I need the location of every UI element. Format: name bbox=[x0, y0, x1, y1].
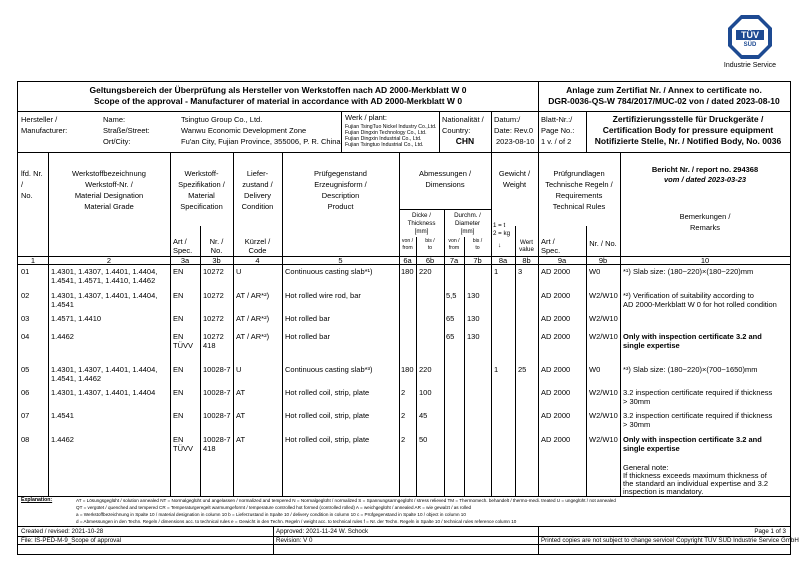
table-cell: 1 bbox=[494, 365, 499, 374]
column-number: 9b bbox=[598, 256, 608, 265]
col-header-remarks: Bemerkungen / bbox=[679, 212, 731, 221]
weight-key: 2 = kg bbox=[493, 230, 511, 237]
table-cell: EN bbox=[173, 332, 184, 341]
table-cell: 04 bbox=[21, 332, 30, 341]
annex-label: Anlage zum Zertifiat Nr. / Annex to certificate no. bbox=[566, 85, 762, 95]
table-cell: AT bbox=[236, 435, 246, 444]
table-cell: 3.2 inspection certificate required if thickness bbox=[623, 411, 773, 420]
col-header-material: Material Grade bbox=[84, 202, 134, 211]
table-cell: 1.4301, 1.4307, 1.4401, 1.4404, bbox=[51, 267, 158, 276]
col-header-rules: Technische Regeln / bbox=[545, 180, 613, 189]
manufacturer-city: Fu'an City, Fujian Province, 355006, P. R. China bbox=[181, 137, 341, 146]
table-cell: 1.4541, 1.4571, 1.4410, 1.4462 bbox=[51, 276, 156, 285]
table-cell: EN bbox=[173, 314, 184, 323]
table-cell: 1 bbox=[494, 267, 499, 276]
general-note: If thickness exceeds maximum thickness of bbox=[623, 471, 767, 480]
col-header-spec-no: Nr. / bbox=[209, 237, 224, 246]
table-cell: Hot rolled coil, strip, plate bbox=[285, 388, 370, 397]
general-note: General note: bbox=[623, 463, 669, 472]
table-cell: W2/W10 bbox=[589, 411, 618, 420]
table-cell: 50 bbox=[419, 435, 428, 444]
table-cell: W2/W10 bbox=[589, 291, 618, 300]
table-cell: EN bbox=[173, 365, 184, 374]
name-label: Name: bbox=[103, 115, 126, 124]
col-header-no: lfd. Nr. bbox=[21, 169, 43, 178]
col-header-diameter: Diameter bbox=[454, 220, 481, 227]
column-number: 2 bbox=[106, 256, 112, 265]
certification-body-de: Zertifizierungsstelle für Druckgeräte / bbox=[612, 114, 764, 124]
table-cell: AD 2000 bbox=[541, 332, 571, 341]
col-header-delivery: Delivery bbox=[243, 191, 272, 200]
table-cell: 1.4541 bbox=[51, 300, 74, 309]
col-header-weight: Weight bbox=[502, 180, 527, 189]
table-cell: 05 bbox=[21, 365, 30, 374]
table-cell: 1.4571, 1.4410 bbox=[51, 314, 102, 323]
manufacturer-street: Wanwu Economic Development Zone bbox=[181, 126, 307, 135]
copyright-notice: Printed copies are not subject to change service! Copyright TÜV SÜD Industrie Service GmbH bbox=[541, 537, 799, 544]
plant-label: Werk / plant: bbox=[345, 113, 387, 122]
sheet-value: 1 v. / of 2 bbox=[541, 137, 572, 146]
table-cell: 10272 bbox=[203, 267, 224, 276]
table-cell: EN bbox=[173, 388, 184, 397]
column-number: 5 bbox=[338, 256, 343, 265]
column-number: 3b bbox=[212, 256, 221, 265]
table-cell: AD 2000 bbox=[541, 435, 571, 444]
country-label: Country: bbox=[442, 126, 471, 135]
table-cell: single expertise bbox=[623, 341, 680, 350]
table-cell: U bbox=[236, 365, 242, 374]
col-header-to: bis / bbox=[472, 238, 483, 244]
table-cell: 65 bbox=[446, 314, 455, 323]
table-cell: 3 bbox=[518, 267, 523, 276]
certification-body-en: Certification Body for pressure equipment bbox=[602, 125, 774, 135]
table-cell: 130 bbox=[467, 332, 480, 341]
explanation-label: Explanation: bbox=[21, 497, 53, 503]
table-cell: AD 2000 bbox=[541, 411, 571, 420]
table-cell: > 30mm bbox=[623, 397, 651, 406]
table-cell: AD 2000 bbox=[541, 314, 571, 323]
column-number: 1 bbox=[30, 256, 36, 265]
table-cell: 10028-7 bbox=[203, 435, 231, 444]
column-number: 6a bbox=[403, 256, 412, 265]
column-number: 8b bbox=[522, 256, 531, 265]
table-cell: 10028-7 bbox=[203, 411, 231, 420]
sheet-label: Blatt-Nr.:/ bbox=[541, 115, 573, 124]
country-value: CHN bbox=[455, 136, 475, 146]
table-cell: 01 bbox=[21, 267, 30, 276]
col-header-material: Werkstoff-Nr. / bbox=[85, 180, 133, 189]
table-cell: 25 bbox=[518, 365, 527, 374]
report-number: Bericht Nr. / report no. 294368 bbox=[651, 165, 759, 174]
general-note: inspection is mandatory. bbox=[623, 487, 704, 496]
nationality-label: Nationalität / bbox=[442, 115, 484, 124]
report-date: vom / dated 2023-03-23 bbox=[663, 175, 747, 184]
col-header-code: Code bbox=[248, 246, 267, 255]
explanation-line: d = Abmessungen in den Techn. Regeln / dimensions acc. to technical rules e = Gewicht in den Techn. Regeln / weight acc. to technical rules f = Nr. der Techn. Regeln in Spalte 10 / technical rules reference column 10 bbox=[76, 519, 517, 524]
table-cell: Hot rolled bar bbox=[285, 314, 331, 323]
col-header-spec: Werkstoff- bbox=[184, 169, 219, 178]
scope-title-de: Geltungsbereich der Überprüfung als Hersteller von Werkstoffen nach AD 2000-Merkblatt W 0 bbox=[89, 85, 467, 95]
table-cell: Only with inspection certificate 3.2 and bbox=[623, 332, 762, 341]
table-cell: 10272 bbox=[203, 314, 224, 323]
street-label: Straße/Street: bbox=[103, 126, 150, 135]
weight-key-arrow: ↓ bbox=[498, 242, 502, 249]
table-cell: 180 bbox=[401, 365, 414, 374]
table-cell: W2/W10 bbox=[589, 388, 618, 397]
column-number: 4 bbox=[255, 256, 260, 265]
table-cell: W2/W10 bbox=[589, 314, 618, 323]
table-cell: 1.4462 bbox=[51, 435, 74, 444]
table-cell: W0 bbox=[589, 365, 601, 374]
col-header-product: Erzeugnisform / bbox=[314, 180, 367, 189]
table-cell: Hot rolled coil, strip, plate bbox=[285, 411, 370, 420]
plant-name: Fujian Tsingtuo Industrial Co., Ltd. bbox=[345, 142, 424, 148]
manufacturer-label-en: Manufacturer: bbox=[21, 126, 68, 135]
col-header-from: von / bbox=[448, 238, 460, 244]
col-header-no: / bbox=[21, 180, 24, 189]
col-header-spec: Spezifikation / bbox=[178, 180, 225, 189]
table-cell: 418 bbox=[203, 341, 216, 350]
file-name: File: IS-PED-M-9_Scope of approval bbox=[21, 537, 122, 544]
col-header-delivery: zustand / bbox=[242, 180, 273, 189]
city-label: Ort/City: bbox=[103, 137, 131, 146]
column-number: 3a bbox=[180, 256, 190, 265]
table-cell: AD 2000 bbox=[541, 291, 571, 300]
notified-body: Notifizierte Stelle, Nr. / Notified Body, No. 0036 bbox=[594, 136, 782, 146]
table-cell: 100 bbox=[419, 388, 432, 397]
table-cell: W2/W10 bbox=[589, 332, 618, 341]
scope-sheet bbox=[17, 81, 799, 555]
col-header-from: from bbox=[402, 245, 413, 251]
table-cell: 1.4301, 1.4307, 1.4401, 1.4404, bbox=[51, 291, 158, 300]
column-number: 7a bbox=[449, 256, 459, 265]
logo-caption: Industrie Service bbox=[723, 62, 777, 69]
table-cell: 08 bbox=[21, 435, 30, 444]
column-number: 6b bbox=[425, 256, 435, 265]
logo-subtext: SÜD bbox=[743, 42, 757, 48]
column-number: 8a bbox=[498, 256, 508, 265]
logo-brand: TÜV bbox=[741, 30, 759, 40]
manufacturer-name: Tsingtuo Group Co., Ltd. bbox=[181, 115, 263, 124]
table-cell: 10028-7 bbox=[203, 365, 231, 374]
table-cell: 65 bbox=[446, 332, 455, 341]
table-cell: 220 bbox=[419, 365, 432, 374]
date-label: Datum:/ bbox=[494, 115, 521, 124]
column-number: 9a bbox=[557, 256, 567, 265]
table-cell: 3.2 inspection certificate required if thickness bbox=[623, 388, 773, 397]
general-note: the standard an individual expertise and 3.2 bbox=[623, 479, 769, 488]
table-cell: TÜVV bbox=[173, 444, 194, 453]
certificate-number: DGR-0036-QS-W 784/2017/MUC-02 von / dated 2023-08-10 bbox=[548, 96, 780, 106]
table-cell: 45 bbox=[419, 411, 428, 420]
col-header-thickness: Thickness bbox=[407, 220, 436, 227]
table-cell: AD 2000 bbox=[541, 267, 571, 276]
explanation-line: QT = vergütet / quenched and tempered CR = Temperaturgeregelt warmumgeformt / temperature controlled hot formed (controlled rolled) A = weichgeglüht / annealed AR = wie gewalzt / as rolled bbox=[76, 505, 472, 510]
page-number: Page 1 of 3 bbox=[754, 528, 786, 535]
column-number: 7b bbox=[473, 256, 482, 265]
col-header-dimensions: Abmessungen / bbox=[418, 169, 472, 178]
col-header-from: from bbox=[448, 245, 460, 251]
table-cell: *³) Slab size: (180~220)×(700~1650)mm bbox=[623, 365, 758, 374]
table-cell: EN bbox=[173, 411, 184, 420]
explanation-line: AT = Lösungsgeglüht / solution annealed NT = Normalgeglüht und angelassen / normalized and tempered N = Normalgeglüht / normalized S = Spannungsarmgeglüht / stress relieved TM = Thermomech. behandelt / thermo-medi. treated U = ungeglüht / not annealed bbox=[76, 498, 616, 503]
table-cell: 07 bbox=[21, 411, 30, 420]
table-cell: EN bbox=[173, 435, 184, 444]
col-header-rules: Prüfgrundlagen bbox=[553, 169, 605, 178]
table-cell: single expertise bbox=[623, 444, 680, 453]
table-cell: Hot rolled wire rod, bar bbox=[285, 291, 361, 300]
tuv-logo bbox=[721, 14, 779, 70]
col-header-material: Werkstoffbezeichnung bbox=[72, 169, 146, 178]
table-cell: 2 bbox=[401, 388, 406, 397]
table-cell: 180 bbox=[401, 267, 414, 276]
table-cell: 130 bbox=[467, 291, 480, 300]
plant-name: Fujian Dingxin Industrial Co., Ltd. bbox=[345, 136, 422, 142]
table-cell: *²) Verification of suitability according to bbox=[623, 291, 754, 300]
weight-key: 1 = t bbox=[493, 222, 506, 229]
created-date: Created / revised: 2021-10-28 bbox=[21, 528, 104, 535]
col-header-dimensions: Dimensions bbox=[425, 180, 465, 189]
table-cell: 1.4462 bbox=[51, 332, 74, 341]
table-cell: Hot rolled bar bbox=[285, 332, 331, 341]
table-cell: > 30mm bbox=[623, 420, 651, 429]
col-header-rules: Requirements bbox=[555, 191, 603, 200]
col-header-thickness: [mm] bbox=[414, 228, 429, 235]
col-header-spec-type: Spec. bbox=[173, 246, 193, 255]
plant-name: Fujian Dingxin Technology Co., Ltd. bbox=[345, 130, 427, 136]
table-cell: 10028-7 bbox=[203, 388, 231, 397]
col-header-weight-value: Wert bbox=[520, 239, 533, 246]
col-header-remarks: Remarks bbox=[689, 223, 720, 232]
table-cell: 418 bbox=[203, 444, 216, 453]
table-cell: 02 bbox=[21, 291, 30, 300]
table-cell: AD 2000-Merkblatt W 0 for hot rolled condition bbox=[623, 300, 777, 309]
table-cell: *¹) Slab size: (180~220)×(180~220)mm bbox=[623, 267, 754, 276]
table-cell: 10272 bbox=[203, 332, 224, 341]
page-label: Page No.: bbox=[541, 126, 575, 135]
table-cell: Hot rolled coil, strip, plate bbox=[285, 435, 370, 444]
col-header-delivery: Condition bbox=[241, 202, 274, 211]
column-number: 10 bbox=[700, 256, 710, 265]
manufacturer-label: Hersteller / bbox=[21, 115, 58, 124]
table-cell: 1.4541, 1.4462 bbox=[51, 374, 102, 383]
approved-by: Approved: 2021-11-24 W. Schock bbox=[276, 528, 369, 535]
col-header-thickness: Dicke / bbox=[412, 212, 431, 219]
table-cell: TÜVV bbox=[173, 341, 194, 350]
col-header-rule-type: Spec. bbox=[541, 246, 561, 255]
col-header-spec-no: No. bbox=[210, 246, 223, 255]
col-header-material: Material Designation bbox=[74, 191, 144, 200]
col-header-product: Prüfgegenstand bbox=[314, 169, 367, 178]
table-cell: 1.4301, 1.4307, 1.4401, 1.4404 bbox=[51, 388, 156, 397]
table-cell: 220 bbox=[419, 267, 432, 276]
scope-title-en: Scope of the approval - Manufacturer of material in accordance with AD 2000-Merkblatt W 0 bbox=[93, 96, 463, 106]
col-header-product: Product bbox=[327, 202, 354, 211]
table-cell: 03 bbox=[21, 314, 30, 323]
date-value: 2023-08-10 bbox=[496, 137, 535, 146]
explanation-line: a = Werkstoffbezeichnung in Spalte 10 / material designation in column 10 b = Lieferzustand in Spalte 10 / delivery condition in column 10 c = Prüfgegenstand in Spalte 10 / object in column 10 bbox=[76, 512, 466, 517]
table-cell: 2 bbox=[401, 411, 406, 420]
col-header-spec: Specification bbox=[180, 202, 223, 211]
col-header-code: Kürzel / bbox=[244, 237, 271, 246]
col-header-rule-no: Nr. / No. bbox=[589, 239, 617, 248]
col-header-rule-type: Art / bbox=[541, 237, 555, 246]
table-cell: W0 bbox=[589, 267, 601, 276]
col-header-from: von / bbox=[401, 238, 414, 244]
table-cell: Continuous casting slab*¹) bbox=[285, 267, 373, 276]
table-cell: AD 2000 bbox=[541, 365, 571, 374]
table-cell: AT / AR*²) bbox=[236, 332, 270, 341]
table-cell: Continuous casting slab*³) bbox=[285, 365, 373, 374]
table-cell: AT bbox=[236, 388, 246, 397]
table-cell: 06 bbox=[21, 388, 30, 397]
table-cell: AT / AR*²) bbox=[236, 291, 270, 300]
table-cell: AT / AR*²) bbox=[236, 314, 270, 323]
plant-name: Fujian TsingTuo Nickel Industry Co.,Ltd. bbox=[345, 124, 437, 130]
col-header-to: to bbox=[427, 245, 433, 251]
col-header-to: bis / bbox=[425, 238, 435, 244]
table-cell: 1.4301, 1.4307, 1.4401, 1.4404, bbox=[51, 365, 158, 374]
date-label-en: Date: Rev.0 bbox=[494, 126, 534, 135]
table-cell: W2/W10 bbox=[589, 435, 618, 444]
col-header-diameter: Durchm. / bbox=[454, 212, 481, 219]
col-header-no: No. bbox=[21, 191, 33, 200]
col-header-rules: Technical Rules bbox=[552, 202, 606, 211]
table-cell: 10272 bbox=[203, 291, 224, 300]
table-cell: 1.4541 bbox=[51, 411, 74, 420]
col-header-weight: Gewicht / bbox=[498, 169, 531, 178]
table-cell: AT bbox=[236, 411, 246, 420]
col-header-product: Description bbox=[321, 191, 360, 200]
table-cell: U bbox=[236, 267, 242, 276]
table-cell: 5,5 bbox=[446, 291, 457, 300]
col-header-weight-value: value bbox=[519, 246, 534, 253]
table-cell: EN bbox=[173, 291, 184, 300]
table-cell: EN bbox=[173, 267, 184, 276]
col-header-diameter: [mm] bbox=[460, 228, 475, 235]
col-header-to: to bbox=[475, 245, 480, 251]
table-cell: AD 2000 bbox=[541, 388, 571, 397]
table-cell: Only with inspection certificate 3.2 and bbox=[623, 435, 762, 444]
table-cell: 130 bbox=[467, 314, 480, 323]
col-header-spec: Material bbox=[188, 191, 215, 200]
col-header-spec-type: Art / bbox=[173, 237, 187, 246]
col-header-delivery: Liefer- bbox=[246, 169, 269, 178]
table-cell: 2 bbox=[401, 435, 406, 444]
revision: Revision: V 0 bbox=[276, 537, 313, 544]
